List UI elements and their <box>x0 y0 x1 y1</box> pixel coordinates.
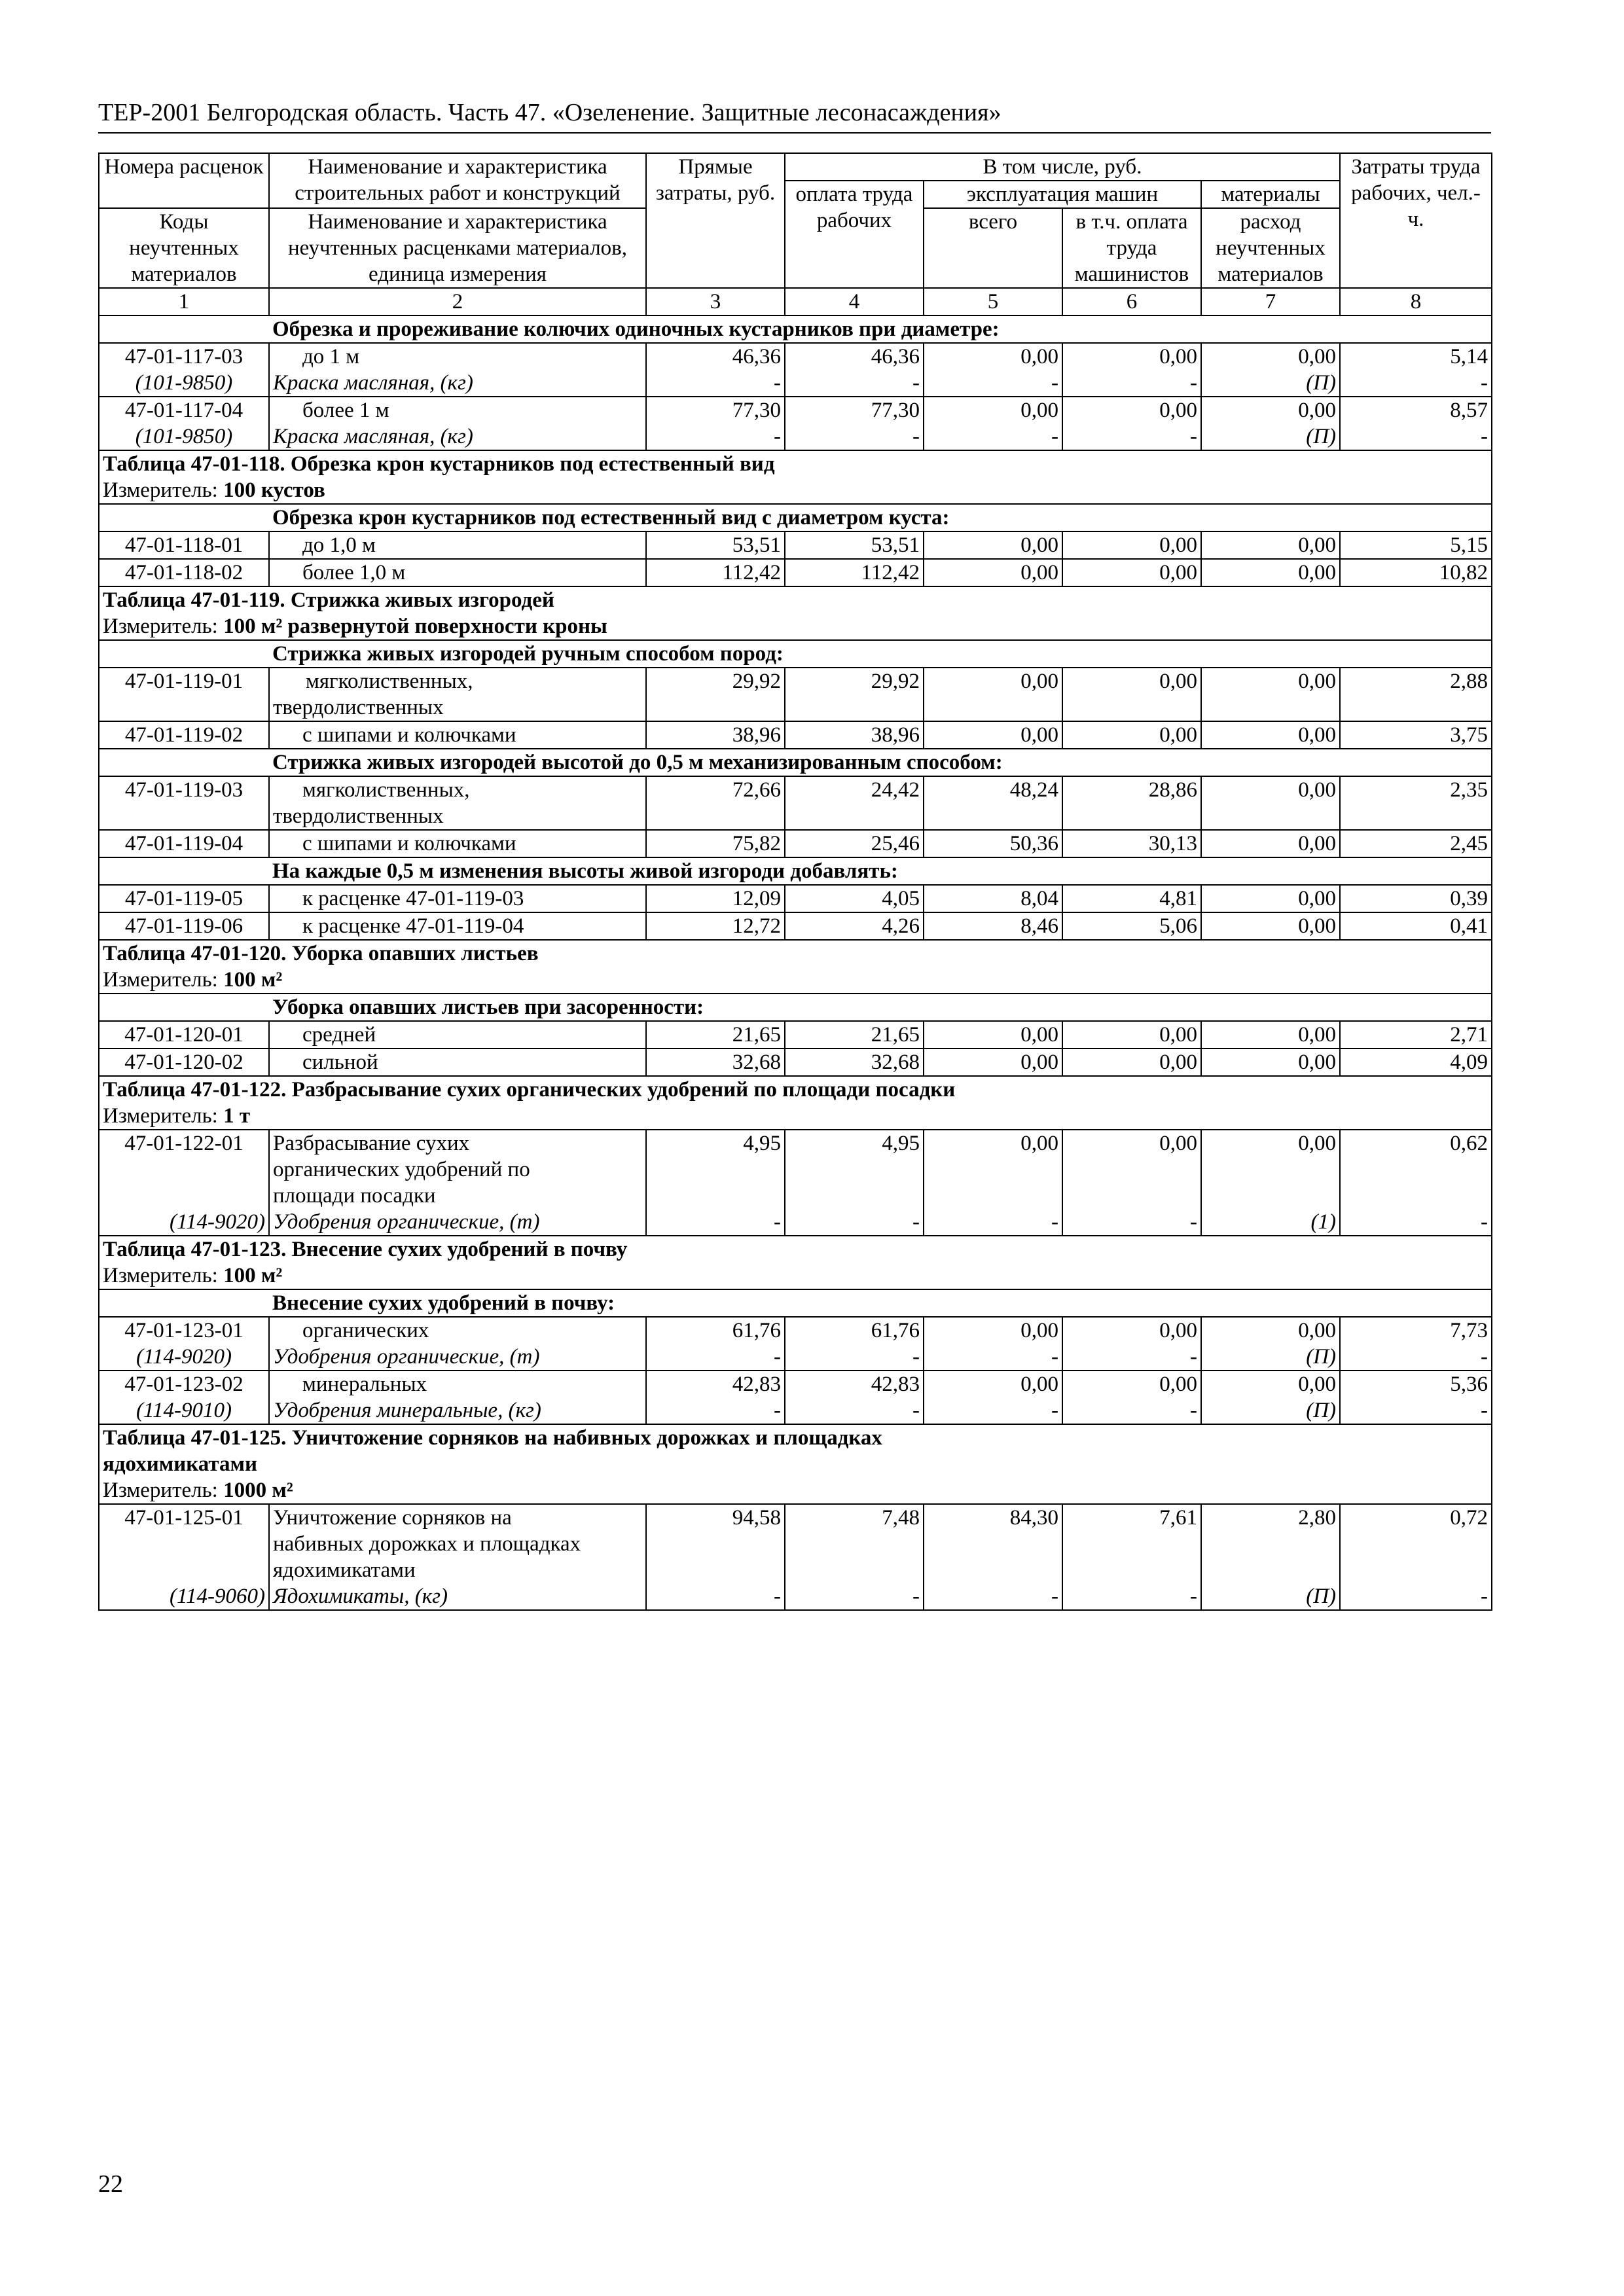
table-cell: 0,00 <box>1062 343 1201 370</box>
cell-text: 1 т <box>223 1104 251 1128</box>
table-cell: 32,68 <box>646 1049 785 1076</box>
measure-line <box>99 1263 1492 1289</box>
table-row <box>99 1049 1492 1076</box>
header-wage: оплата труда рабочих <box>785 181 924 288</box>
table-cell: 29,92 <box>785 668 924 721</box>
table-cell: 0,00 <box>1201 1317 1340 1344</box>
table-cell: - <box>1062 370 1201 397</box>
table-cell: 21,65 <box>646 1021 785 1049</box>
table-cell: органических <box>269 1317 646 1344</box>
table-cell: 0,00 <box>924 343 1062 370</box>
table-cell: - <box>1062 1583 1201 1610</box>
table-cell <box>99 749 269 776</box>
cell-text: Измеритель: <box>103 1104 218 1128</box>
table-cell: 0,00 <box>1201 343 1340 370</box>
table-cell: 7,73 <box>1340 1317 1492 1344</box>
table-cell: - <box>1340 1583 1492 1610</box>
table-cell: 3,75 <box>1340 721 1492 749</box>
header-machines-total: всего <box>924 208 1062 288</box>
table-cell: (П) <box>1201 1344 1340 1371</box>
table-cell: 42,83 <box>785 1371 924 1397</box>
table-cell: 0,00 <box>1062 1021 1201 1049</box>
table-title: Таблица 47-01-120. Уборка опавших листьев <box>99 940 1492 967</box>
table-cell: 0,00 <box>1201 397 1340 423</box>
table-cell: - <box>785 1397 924 1424</box>
section-heading: Обрезка крон кустарников под естественный вид с диаметром куста: <box>269 504 1492 531</box>
table-cell: 0,00 <box>924 1049 1062 1076</box>
table-cell: 4,05 <box>785 885 924 912</box>
table-cell: 0,00 <box>1062 1371 1201 1397</box>
table-title: Таблица 47-01-118. Обрезка крон кустарников под естественный вид <box>99 450 1492 477</box>
table-title: Таблица 47-01-123. Внесение сухих удобрений в почву <box>99 1236 1492 1263</box>
table-cell: - <box>646 423 785 450</box>
table-cell: 25,46 <box>785 830 924 857</box>
table-cell: - <box>646 1583 785 1610</box>
table-cell: 8,04 <box>924 885 1062 912</box>
table-cell: (П) <box>1201 423 1340 450</box>
table-cell: 2,35 <box>1340 776 1492 830</box>
table-cell: 47-01-119-06 <box>99 912 269 940</box>
table-cell: 0,00 <box>924 1371 1062 1397</box>
table-cell: 12,72 <box>646 912 785 940</box>
section-heading: На каждые 0,5 м изменения высоты живой изгороди добавлять: <box>269 857 1492 885</box>
table-cell: 5,15 <box>1340 531 1492 559</box>
table-cell: 4,95 <box>646 1130 785 1209</box>
section-heading: Обрезка и прореживание колючих одиночных кустарников при диаметре: <box>269 315 1492 343</box>
table-row <box>99 830 1492 857</box>
header-codes: Коды неучтенных материалов <box>99 208 269 288</box>
material-row <box>99 1583 1492 1610</box>
table-cell: 0,00 <box>924 531 1062 559</box>
table-cell: 2,88 <box>1340 668 1492 721</box>
table-cell: до 1,0 м <box>269 531 646 559</box>
cell-text: набивных дорожках и площадках <box>273 1532 581 1556</box>
col-num: 4 <box>785 288 924 315</box>
table-cell: - <box>646 1209 785 1236</box>
table-cell: 2,80 <box>1201 1504 1340 1583</box>
material-row <box>99 1209 1492 1236</box>
table-cell: - <box>785 370 924 397</box>
table-row <box>99 1504 1492 1583</box>
table-cell: 0,00 <box>1201 1371 1340 1397</box>
table-cell: 5,14 <box>1340 343 1492 370</box>
header-drivers-wage: в т.ч. оплата труда машинистов <box>1062 208 1201 288</box>
cell-text: мягколиственных, <box>306 670 473 693</box>
table-cell: - <box>1340 1209 1492 1236</box>
header-rate-no: Номера расценок <box>99 153 269 208</box>
table-cell: 47-01-123-01 <box>99 1317 269 1344</box>
table-cell: 47-01-125-01 <box>99 1504 269 1583</box>
table-cell: 8,57 <box>1340 397 1492 423</box>
table-cell: 47-01-120-01 <box>99 1021 269 1049</box>
table-cell: (114-9020) <box>99 1344 269 1371</box>
measure-line <box>99 967 1492 994</box>
table-cell: 0,00 <box>924 397 1062 423</box>
table-cell: 32,68 <box>785 1049 924 1076</box>
table-cell: 4,09 <box>1340 1049 1492 1076</box>
table-cell: сильной <box>269 1049 646 1076</box>
table-cell: - <box>1340 1397 1492 1424</box>
table-row <box>99 776 1492 830</box>
table-row <box>99 531 1492 559</box>
table-cell: 0,00 <box>1201 721 1340 749</box>
table-cell: 28,86 <box>1062 776 1201 830</box>
table-cell: 47-01-118-02 <box>99 559 269 586</box>
table-cell: более 1,0 м <box>269 559 646 586</box>
table-cell: 46,36 <box>646 343 785 370</box>
table-cell: с шипами и колючками <box>269 830 646 857</box>
table-cell: (П) <box>1201 1583 1340 1610</box>
table-cell: 0,00 <box>1201 912 1340 940</box>
table-cell: средней <box>269 1021 646 1049</box>
table-cell: 47-01-117-03 <box>99 343 269 370</box>
table-cell: 47-01-119-05 <box>99 885 269 912</box>
table-cell: Краска масляная, (кг) <box>269 370 646 397</box>
table-cell: 12,09 <box>646 885 785 912</box>
table-cell: 47-01-119-01 <box>99 668 269 721</box>
table-cell: 0,00 <box>1062 559 1201 586</box>
table-cell: 75,82 <box>646 830 785 857</box>
measure-line <box>99 613 1492 640</box>
table-cell: 5,06 <box>1062 912 1201 940</box>
table-cell: - <box>785 1344 924 1371</box>
section-heading: Стрижка живых изгородей ручным способом пород: <box>269 640 1492 668</box>
table-cell: 47-01-118-01 <box>99 531 269 559</box>
table-cell: 50,36 <box>924 830 1062 857</box>
table-cell: 0,00 <box>1201 776 1340 830</box>
table-cell: (1) <box>1201 1209 1340 1236</box>
cell-text: площади посадки <box>273 1184 436 1208</box>
table-cell: 0,00 <box>1201 1021 1340 1049</box>
cell-text: 1000 м² <box>223 1479 293 1502</box>
table-cell: 38,96 <box>785 721 924 749</box>
table-cell: 84,30 <box>924 1504 1062 1583</box>
material-row <box>99 370 1492 397</box>
table-row <box>99 721 1492 749</box>
header-labor: Затраты труда рабочих, чел.-ч. <box>1340 153 1492 288</box>
table-cell: - <box>1340 423 1492 450</box>
table-cell: к расценке 47-01-119-04 <box>269 912 646 940</box>
cell-text: 100 кустов <box>223 478 325 502</box>
table-cell: 0,00 <box>1201 559 1340 586</box>
table-cell: (101-9850) <box>99 423 269 450</box>
cell-text: твердолиственных <box>273 804 444 828</box>
table-cell: 0,00 <box>924 559 1062 586</box>
table-title: Таблица 47-01-125. Уничтожение сорняков на набивных дорожках и площадках <box>99 1424 1492 1451</box>
table-cell: (П) <box>1201 1397 1340 1424</box>
table-cell: 94,58 <box>646 1504 785 1583</box>
table-cell: Удобрения органические, (т) <box>269 1209 646 1236</box>
measure-line <box>99 1477 1492 1504</box>
table-cell: 48,24 <box>924 776 1062 830</box>
header-name: Наименование и характеристика строительных работ и конструкций <box>269 153 646 208</box>
running-header: ТЕР-2001 Белгородская область. Часть 47. «Озеленение. Защитные лесонасаждения» <box>98 97 1491 134</box>
table-cell: 77,30 <box>646 397 785 423</box>
header-including: В том числе, руб. <box>785 153 1340 181</box>
col-num: 7 <box>1201 288 1340 315</box>
header-unaccounted: расход неучтенных материалов <box>1201 208 1340 288</box>
cell-text: Уничтожение сорняков на <box>273 1506 512 1530</box>
table-cell: - <box>646 1344 785 1371</box>
table-cell <box>99 1289 269 1317</box>
table-row <box>99 912 1492 940</box>
table-cell: 0,00 <box>1201 830 1340 857</box>
col-num: 6 <box>1062 288 1201 315</box>
page-number: 22 <box>98 2170 123 2198</box>
table-cell: 0,00 <box>924 721 1062 749</box>
table-cell: 30,13 <box>1062 830 1201 857</box>
table-cell: 2,71 <box>1340 1021 1492 1049</box>
table-cell <box>269 1504 646 1583</box>
table-cell: (101-9850) <box>99 370 269 397</box>
table-cell: (П) <box>1201 370 1340 397</box>
table-cell: 61,76 <box>785 1317 924 1344</box>
table-cell: Краска масляная, (кг) <box>269 423 646 450</box>
table-cell: 0,00 <box>924 668 1062 721</box>
table-row <box>99 885 1492 912</box>
table-cell: 10,82 <box>1340 559 1492 586</box>
header-machines: эксплуатация машин <box>924 181 1201 208</box>
section-heading: Стрижка живых изгородей высотой до 0,5 м механизированным способом: <box>269 749 1492 776</box>
table-cell: Удобрения органические, (т) <box>269 1344 646 1371</box>
material-row <box>99 1397 1492 1424</box>
table-row <box>99 397 1492 423</box>
table-row <box>99 1317 1492 1344</box>
table-cell: 4,26 <box>785 912 924 940</box>
table-cell: - <box>924 1583 1062 1610</box>
table-cell: 61,76 <box>646 1317 785 1344</box>
table-cell: 4,95 <box>785 1130 924 1209</box>
table-title: Таблица 47-01-119. Стрижка живых изгородей <box>99 586 1492 613</box>
table-cell: 0,72 <box>1340 1504 1492 1583</box>
table-cell: 47-01-119-02 <box>99 721 269 749</box>
table-cell: 46,36 <box>785 343 924 370</box>
table-cell: более 1 м <box>269 397 646 423</box>
table-cell: 4,81 <box>1062 885 1201 912</box>
cell-text: Измеритель: <box>103 1479 218 1502</box>
table-cell: 47-01-122-01 <box>99 1130 269 1209</box>
cell-text: Разбрасывание сухих <box>273 1132 470 1155</box>
table-cell <box>99 504 269 531</box>
table-row <box>99 1371 1492 1397</box>
table-cell: 47-01-119-03 <box>99 776 269 830</box>
table-cell: 0,00 <box>1062 721 1201 749</box>
table-cell <box>99 315 269 343</box>
cell-text: Измеритель: <box>103 1264 218 1287</box>
table-cell: 0,00 <box>1062 1049 1201 1076</box>
table-cell: 8,46 <box>924 912 1062 940</box>
table-cell: 47-01-117-04 <box>99 397 269 423</box>
cell-text: 100 м² развернутой поверхности кроны <box>223 615 607 638</box>
table-cell: 21,65 <box>785 1021 924 1049</box>
table-cell: 0,00 <box>924 1021 1062 1049</box>
table-cell: - <box>785 1209 924 1236</box>
table-cell: 53,51 <box>785 531 924 559</box>
material-row <box>99 1344 1492 1371</box>
table-cell <box>269 668 646 721</box>
col-num: 3 <box>646 288 785 315</box>
table-cell: - <box>1062 1344 1201 1371</box>
table-cell: - <box>1340 370 1492 397</box>
table-row <box>99 668 1492 721</box>
cell-text: органических удобрений по <box>273 1158 530 1181</box>
table-cell: 0,00 <box>1062 1130 1201 1209</box>
table-cell: - <box>646 370 785 397</box>
table-cell: 0,00 <box>924 1317 1062 1344</box>
column-numbers-row <box>99 288 1492 315</box>
table-cell: 38,96 <box>646 721 785 749</box>
table-cell <box>99 640 269 668</box>
table-cell: 0,00 <box>1201 885 1340 912</box>
table-cell: - <box>785 1583 924 1610</box>
table-row <box>99 559 1492 586</box>
table-cell: 0,00 <box>1201 531 1340 559</box>
table-cell: 0,41 <box>1340 912 1492 940</box>
table-cell: 24,42 <box>785 776 924 830</box>
table-cell: 42,83 <box>646 1371 785 1397</box>
table-cell: 29,92 <box>646 668 785 721</box>
table-cell: Ядохимикаты, (кг) <box>269 1583 646 1610</box>
cell-text: Измеритель: <box>103 478 218 502</box>
table-cell: 47-01-120-02 <box>99 1049 269 1076</box>
measure-line <box>99 1103 1492 1130</box>
table-cell: Удобрения минеральные, (кг) <box>269 1397 646 1424</box>
table-cell: 112,42 <box>646 559 785 586</box>
table-cell: 47-01-119-04 <box>99 830 269 857</box>
table-cell: 77,30 <box>785 397 924 423</box>
table-row <box>99 1130 1492 1209</box>
table-cell: 0,00 <box>1062 668 1201 721</box>
cell-text: мягколиственных, <box>302 778 470 802</box>
table-cell: с шипами и колючками <box>269 721 646 749</box>
table-cell: - <box>1062 423 1201 450</box>
cell-text: 100 м² <box>223 968 283 992</box>
table-cell <box>269 1130 646 1209</box>
table-cell: - <box>646 1397 785 1424</box>
table-cell: 0,00 <box>1201 1130 1340 1209</box>
header-direct-costs: Прямые затраты, руб. <box>646 153 785 288</box>
table-row <box>99 343 1492 370</box>
measure-line <box>99 477 1492 504</box>
table-cell <box>99 994 269 1021</box>
table-cell: 0,39 <box>1340 885 1492 912</box>
table-cell <box>99 857 269 885</box>
table-cell: 0,00 <box>1201 1049 1340 1076</box>
table-cell: (114-9010) <box>99 1397 269 1424</box>
section-heading: Внесение сухих удобрений в почву: <box>269 1289 1492 1317</box>
table-cell: - <box>924 1344 1062 1371</box>
table-cell: - <box>785 423 924 450</box>
table-cell: 53,51 <box>646 531 785 559</box>
table-cell: - <box>924 1209 1062 1236</box>
table-cell <box>269 776 646 830</box>
cell-text: твердолиственных <box>273 696 444 719</box>
table-cell: 72,66 <box>646 776 785 830</box>
col-num: 1 <box>99 288 269 315</box>
cell-text: Измеритель: <box>103 968 218 992</box>
cell-text: Измеритель: <box>103 615 218 638</box>
table-cell: 0,00 <box>1062 397 1201 423</box>
table-cell: - <box>1340 1344 1492 1371</box>
table-cell: (114-9020) <box>99 1209 269 1236</box>
table-cell: до 1 м <box>269 343 646 370</box>
table-cell: минеральных <box>269 1371 646 1397</box>
table-cell: 0,00 <box>1201 668 1340 721</box>
material-row <box>99 423 1492 450</box>
table-row <box>99 1021 1492 1049</box>
col-num: 8 <box>1340 288 1492 315</box>
table-cell: - <box>1062 1397 1201 1424</box>
table-cell: 7,61 <box>1062 1504 1201 1583</box>
table-cell: 0,00 <box>1062 531 1201 559</box>
table-cell: 0,00 <box>924 1130 1062 1209</box>
table-title-cont: ядохимикатами <box>99 1451 1492 1477</box>
table-cell: (114-9060) <box>99 1583 269 1610</box>
table-cell: 112,42 <box>785 559 924 586</box>
col-num: 5 <box>924 288 1062 315</box>
table-cell: - <box>1062 1209 1201 1236</box>
table-cell: к расценке 47-01-119-03 <box>269 885 646 912</box>
table-cell: 5,36 <box>1340 1371 1492 1397</box>
header-materials: материалы <box>1201 181 1340 208</box>
section-heading: Уборка опавших листьев при засоренности: <box>269 994 1492 1021</box>
table-cell: - <box>924 423 1062 450</box>
table-cell: 2,45 <box>1340 830 1492 857</box>
table-cell: 7,48 <box>785 1504 924 1583</box>
table-cell: 0,62 <box>1340 1130 1492 1209</box>
table-title: Таблица 47-01-122. Разбрасывание сухих органических удобрений по площади посадки <box>99 1076 1492 1103</box>
price-table <box>98 152 1491 1611</box>
header-name-materials: Наименование и характеристика неучтенных расценками материалов, единица измерения <box>269 208 646 288</box>
cell-text: ядохимикатами <box>273 1558 416 1582</box>
cell-text: 100 м² <box>223 1264 283 1287</box>
table-cell: - <box>924 370 1062 397</box>
table-cell: 0,00 <box>1062 1317 1201 1344</box>
col-num: 2 <box>269 288 646 315</box>
table-cell: 47-01-123-02 <box>99 1371 269 1397</box>
table-cell: - <box>924 1397 1062 1424</box>
